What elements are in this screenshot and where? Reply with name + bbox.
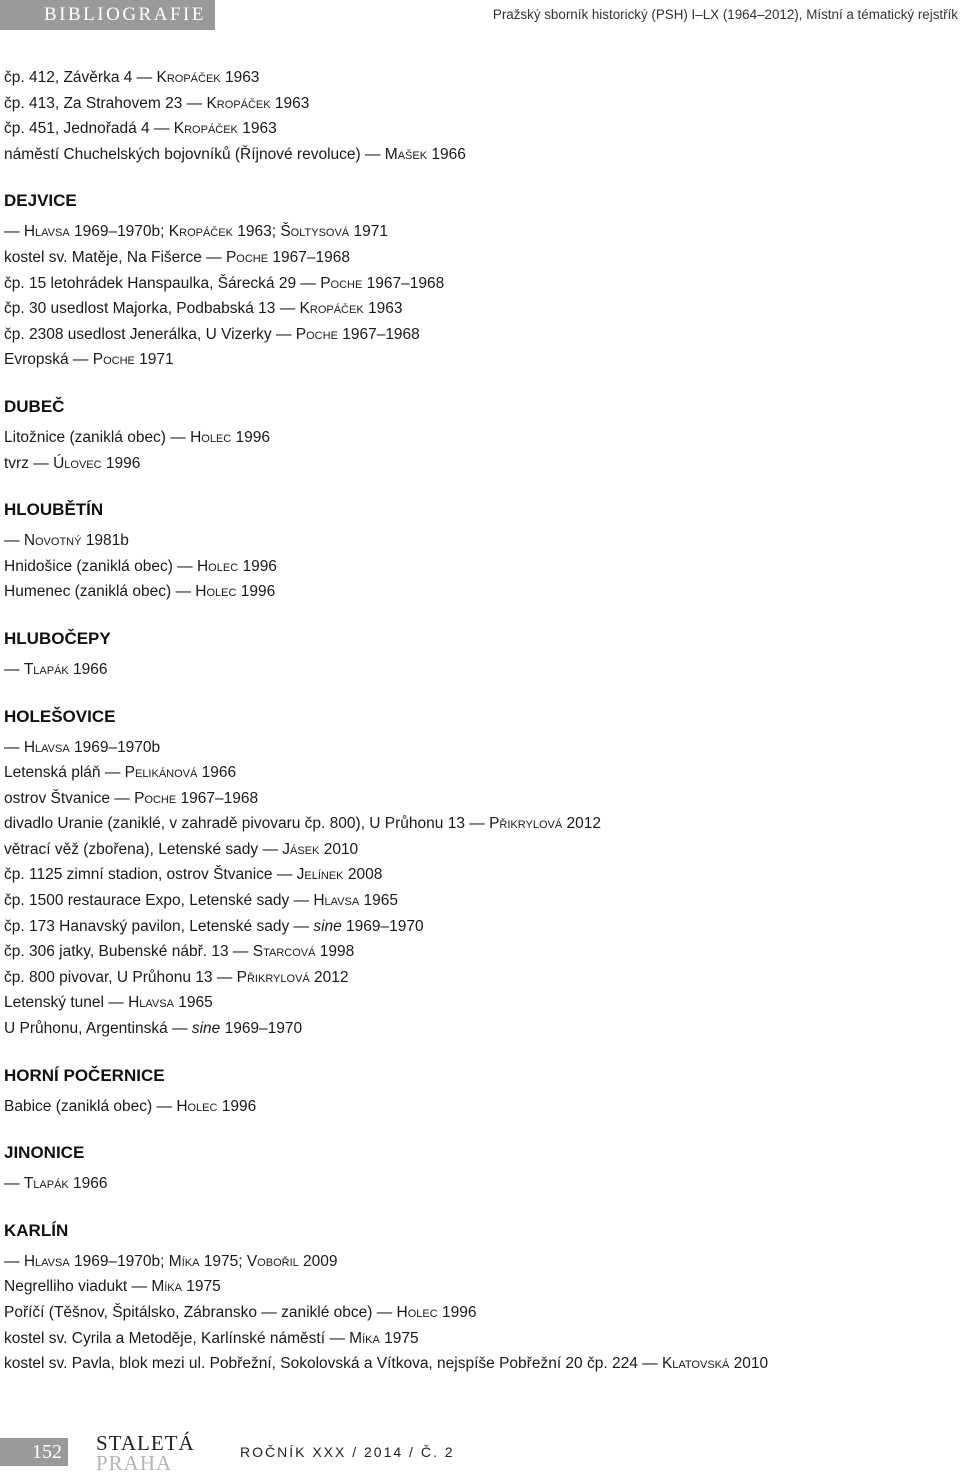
entry-text: kostel sv. Matěje, Na Fišerce — bbox=[4, 248, 226, 266]
index-entry bbox=[4, 554, 954, 580]
index-entry bbox=[4, 91, 954, 117]
author-name: Přikrylová bbox=[489, 815, 563, 833]
author-name: Poche bbox=[134, 789, 177, 807]
entry-text: Letenský tunel — bbox=[4, 994, 129, 1012]
section-heading: HORNÍ POČERNICE bbox=[4, 1065, 165, 1085]
author-name: Míka bbox=[168, 1252, 200, 1270]
entry-text: 1969–1970b; bbox=[69, 223, 169, 241]
index-entry bbox=[4, 735, 954, 761]
author-name: Holec bbox=[190, 428, 232, 446]
entry-text: čp. 451, Jednořadá 4 — bbox=[4, 120, 174, 138]
entry-text: čp. 412, Závěrka 4 — bbox=[4, 69, 157, 86]
index-entry bbox=[4, 296, 954, 322]
entry-text: 2008 bbox=[343, 866, 383, 884]
index-entry bbox=[4, 1249, 954, 1275]
volume-label: ROČNÍK XXX / 2014 / Č. 2 bbox=[240, 1444, 455, 1460]
index-entry bbox=[4, 425, 954, 451]
entry-text: tvrz — bbox=[4, 454, 54, 472]
entry-text: 1969–1970 bbox=[341, 917, 424, 935]
entry-text: 1963; bbox=[232, 223, 281, 241]
index-entry bbox=[4, 579, 954, 605]
author-name: Jásek bbox=[282, 840, 320, 858]
entry-text: 2012 bbox=[309, 968, 349, 986]
index-entry bbox=[4, 322, 954, 348]
entry-text: 1971 bbox=[134, 351, 174, 369]
index-entry bbox=[4, 965, 954, 991]
index-entry bbox=[4, 760, 954, 786]
entry-text: — bbox=[4, 1252, 24, 1270]
entry-text: 1963 bbox=[270, 94, 310, 112]
entry-text: Poříčí (Těšnov, Špitálsko, Zábransko — zaniklé obce) — bbox=[4, 1304, 397, 1321]
entry-text: 1969–1970b; bbox=[69, 1252, 169, 1270]
entry-text: kostel sv. Cyrila a Metoděje, Karlínské náměstí — bbox=[4, 1329, 350, 1347]
entry-text: 1966 bbox=[427, 145, 466, 163]
author-name: Klatovská bbox=[661, 1355, 730, 1373]
author-name: Hlavsa bbox=[23, 1252, 70, 1270]
author-name: Mašek bbox=[384, 145, 428, 163]
running-header-title: Pražský sborník historický (PSH) I–LX (1964–2012), Místní a tématický rejstřík bbox=[492, 7, 958, 22]
entry-text: 1971 bbox=[349, 223, 388, 241]
index-entry bbox=[4, 786, 954, 812]
entry-text: — bbox=[4, 1175, 24, 1193]
author-name: Přikrylová bbox=[236, 968, 310, 986]
index-entry bbox=[4, 939, 954, 965]
author-name: Poche bbox=[320, 274, 363, 292]
entry-text: 1967–1968 bbox=[337, 325, 420, 343]
index-entry bbox=[4, 245, 954, 271]
entry-text: 2010 bbox=[729, 1355, 769, 1373]
entry-text: Litožnice (zaniklá obec) — bbox=[4, 428, 191, 446]
entry-text: Hnidošice (zaniklá obec) — bbox=[4, 557, 197, 575]
entry-text: 1975; bbox=[199, 1252, 247, 1270]
section-band: BIBLIOGRAFIE bbox=[0, 0, 215, 30]
entry-text: ostrov Štvanice — bbox=[4, 789, 135, 807]
author-name: Holec bbox=[396, 1304, 438, 1321]
index-entry bbox=[4, 888, 954, 914]
index-entry bbox=[4, 347, 954, 373]
author-name: Poche bbox=[92, 351, 135, 369]
entry-text: 1963 bbox=[220, 69, 260, 86]
index-entry bbox=[4, 65, 954, 91]
entry-text: 1969–1970 bbox=[220, 1020, 303, 1038]
page-footer bbox=[0, 1428, 960, 1474]
brand-logo-bottom: PRAHA bbox=[96, 1451, 173, 1475]
author-name: Hlavsa bbox=[313, 892, 360, 910]
entry-text: 1981b bbox=[81, 532, 129, 550]
entry-text: 1965 bbox=[359, 892, 398, 910]
entry-text: Babice (zaniklá obec) — bbox=[4, 1097, 177, 1115]
author-name: Hlavsa bbox=[23, 738, 70, 756]
author-name: Holec bbox=[176, 1097, 218, 1115]
entry-text: Evropská — bbox=[4, 351, 93, 369]
entry-text: kostel sv. Pavla, blok mezi ul. Pobřežní, Sokolovská a Vítkova, nejspíše Pobřežní 20 čp. 224 — bbox=[4, 1355, 662, 1373]
entry-text: 1967–1968 bbox=[268, 248, 350, 266]
entry-text: 1975 bbox=[181, 1278, 221, 1296]
author-name: Jelínek bbox=[296, 866, 344, 884]
entry-text: větrací věž (zbořena), Letenské sady — bbox=[4, 840, 283, 858]
entry-text: 1996 bbox=[217, 1097, 257, 1115]
author-name: Míka bbox=[151, 1278, 182, 1296]
entry-text: U Průhonu, Argentinská — bbox=[4, 1020, 192, 1038]
author-name: Míka bbox=[349, 1329, 380, 1347]
entry-text: 2010 bbox=[319, 840, 359, 858]
index-entry bbox=[4, 451, 954, 477]
entry-text: Letenská pláň — bbox=[4, 764, 125, 782]
entry-text: 1996 bbox=[238, 557, 277, 575]
entry-text: 1975 bbox=[379, 1329, 419, 1347]
author-name: Tlapák bbox=[23, 1175, 69, 1193]
entry-text: 1966 bbox=[68, 660, 108, 678]
entry-text: čp. 30 usedlost Majorka, Podbabská 13 — bbox=[4, 300, 300, 318]
index-entry bbox=[4, 811, 954, 837]
author-name: Kropáček bbox=[168, 223, 233, 241]
entry-text: 1963 bbox=[363, 300, 403, 318]
entry-text: čp. 1125 zimní stadion, ostrov Štvanice — bbox=[4, 866, 297, 884]
entry-text: 1969–1970b bbox=[69, 738, 161, 756]
author-name: Hlavsa bbox=[23, 223, 70, 241]
author-name: Poche bbox=[225, 248, 269, 266]
entry-text: divadlo Uranie (zaniklé, v zahradě pivovaru čp. 800), U Průhonu 13 — bbox=[4, 815, 490, 833]
entry-text: 1996 bbox=[231, 428, 271, 446]
index-entry bbox=[4, 990, 954, 1016]
index-content bbox=[4, 65, 954, 1377]
section-heading: DUBEČ bbox=[4, 396, 65, 416]
author-name: Kropáček bbox=[156, 69, 221, 86]
section-heading: KARLÍN bbox=[4, 1220, 69, 1240]
entry-text: Negrelliho viadukt — bbox=[4, 1278, 152, 1296]
section-heading: JINONICE bbox=[4, 1143, 85, 1163]
entry-text: — bbox=[4, 532, 24, 550]
entry-text: 1996 bbox=[236, 583, 276, 601]
entry-text: čp. 173 Hanavský pavilon, Letenské sady — bbox=[4, 917, 314, 935]
author-name: Poche bbox=[295, 325, 338, 343]
author-name: Šoltysová bbox=[280, 223, 350, 241]
index-entry bbox=[4, 1016, 954, 1042]
entry-text: čp. 2308 usedlost Jenerálka, U Vizerky — bbox=[4, 325, 296, 343]
author-name: Úlovec bbox=[53, 454, 102, 472]
brand-logo-top: STALETÁ bbox=[96, 1431, 195, 1455]
entry-text: 1966 bbox=[68, 1175, 108, 1193]
author-name: Kropáček bbox=[206, 94, 271, 112]
index-entry bbox=[4, 142, 954, 168]
entry-text: čp. 306 jatky, Bubenské nábř. 13 — bbox=[4, 943, 253, 961]
entry-text: 1996 bbox=[101, 454, 141, 472]
entry-text: 1963 bbox=[237, 120, 277, 138]
author-name: Tlapák bbox=[23, 660, 69, 678]
index-entry bbox=[4, 914, 954, 940]
entry-text: čp. 800 pivovar, U Průhonu 13 — bbox=[4, 968, 237, 986]
entry-text: čp. 15 letohrádek Hanspaulka, Šárecká 29 — bbox=[4, 274, 321, 292]
author-note: sine bbox=[191, 1020, 221, 1038]
index-entry bbox=[4, 837, 954, 863]
entry-text: 1966 bbox=[197, 764, 237, 782]
entry-text: 1998 bbox=[315, 943, 355, 961]
index-entry bbox=[4, 271, 954, 297]
author-name: Kropáček bbox=[299, 300, 364, 318]
author-name: Starcová bbox=[252, 943, 316, 961]
section-heading: HOLEŠOVICE bbox=[4, 706, 116, 726]
entry-text: 1967–1968 bbox=[176, 789, 259, 807]
section-heading: DEJVICE bbox=[4, 191, 77, 211]
index-entry bbox=[4, 528, 954, 554]
entry-text: 1965 bbox=[173, 994, 213, 1012]
author-name: Holec bbox=[196, 557, 239, 575]
index-entry bbox=[4, 1326, 954, 1352]
entry-text: — bbox=[4, 660, 24, 678]
entry-text: — bbox=[4, 223, 24, 241]
index-entry bbox=[4, 116, 954, 142]
entry-text: 1996 bbox=[437, 1304, 477, 1321]
author-name: Hlavsa bbox=[128, 994, 174, 1012]
entry-text: náměstí Chuchelských bojovníků (Říjnové revoluce) — bbox=[4, 145, 385, 163]
index-entry bbox=[4, 1274, 954, 1300]
entry-text: čp. 413, Za Strahovem 23 — bbox=[4, 94, 207, 112]
author-name: Vobořil bbox=[246, 1252, 299, 1270]
section-heading: HLOUBĚTÍN bbox=[4, 500, 104, 520]
entry-text: — bbox=[4, 738, 24, 756]
author-note: sine bbox=[313, 917, 342, 935]
section-heading: HLUBOČEPY bbox=[4, 628, 111, 648]
index-entry bbox=[4, 862, 954, 888]
index-entry bbox=[4, 1171, 954, 1197]
author-name: Novotný bbox=[23, 532, 82, 550]
author-name: Pelikánová bbox=[124, 764, 198, 782]
index-entry bbox=[4, 657, 954, 683]
entry-text: Humenec (zaniklá obec) — bbox=[4, 583, 196, 601]
entry-text: 1967–1968 bbox=[362, 274, 445, 292]
index-entry bbox=[4, 1094, 954, 1120]
entry-text: čp. 1500 restaurace Expo, Letenské sady — bbox=[4, 892, 314, 910]
entry-text: 2012 bbox=[562, 815, 601, 833]
index-entry bbox=[4, 1351, 954, 1377]
entry-text: 2009 bbox=[298, 1252, 338, 1270]
author-name: Holec bbox=[195, 583, 237, 601]
index-entry bbox=[4, 219, 954, 245]
author-name: Kropáček bbox=[173, 120, 238, 138]
page-number: 152 bbox=[0, 1438, 68, 1466]
index-entry bbox=[4, 1300, 954, 1326]
